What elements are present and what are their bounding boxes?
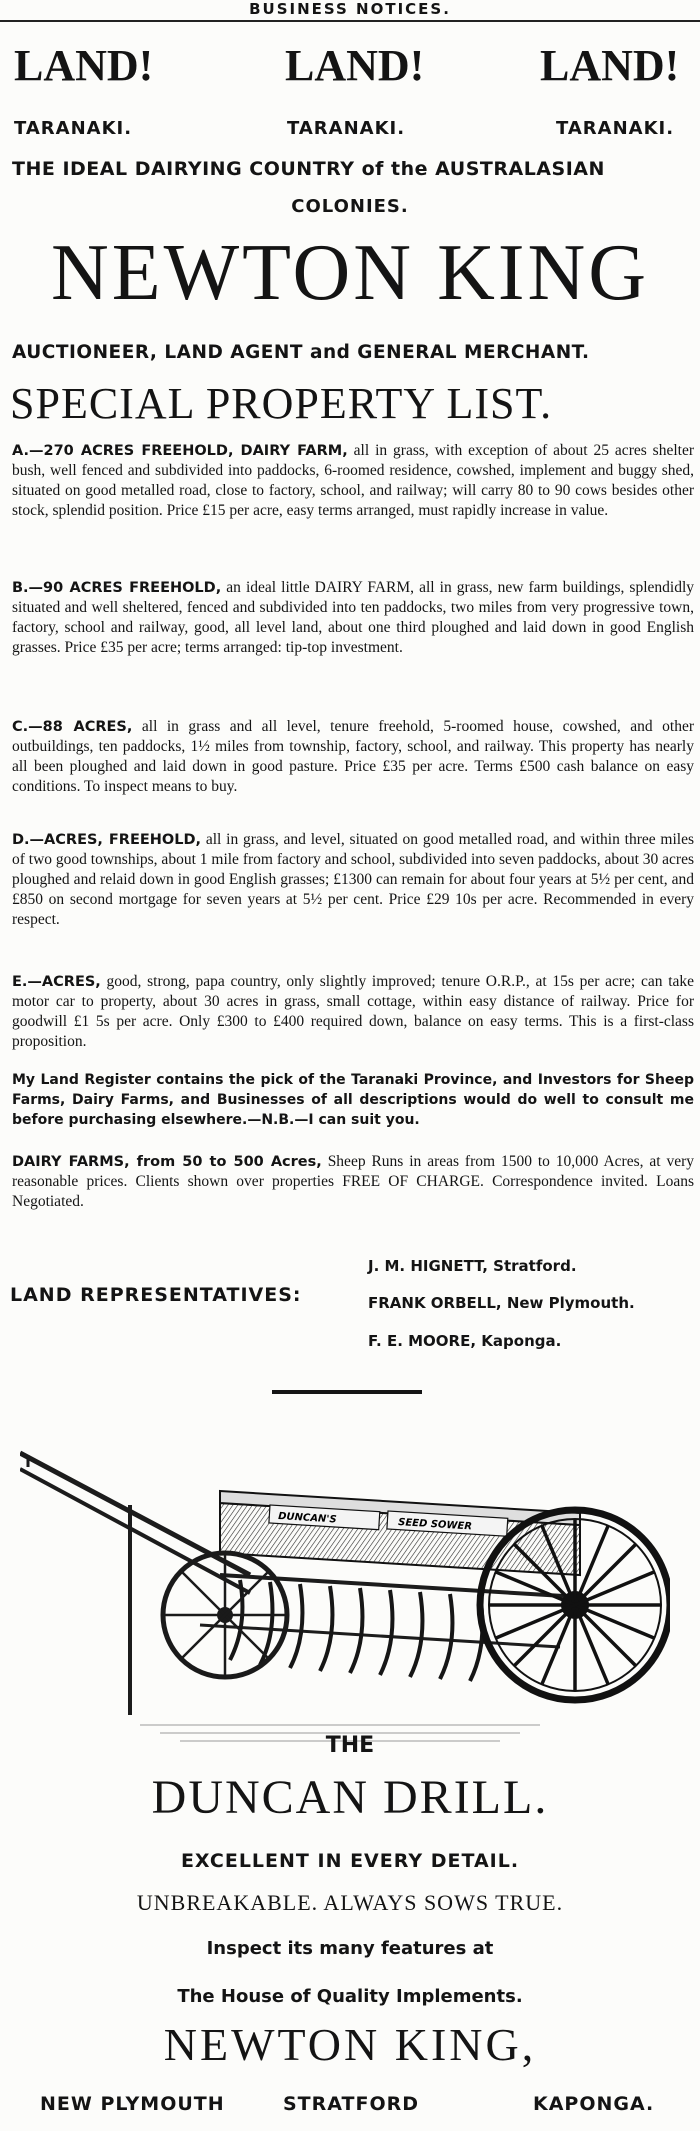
land-register-note: My Land Register contains the pick of the Taranaki Province, and Investors for Sheep Farms, Dairy Farms, and Businesses of all descriptions would do well to consult me before purchasing elsewhere.—N.B.—I can suit you. xyxy=(12,1072,694,1128)
drill-product-name: DUNCAN DRILL. xyxy=(151,1771,549,1824)
region-label-right: TARANAKI. xyxy=(556,118,675,139)
drill-inspect-text: Inspect its many features at xyxy=(206,1938,494,1959)
listing-d-body: all in grass, and level, situated on good metalled road, and within three miles of two good townships, about 1 mile from factory and school, subdivided into seven paddocks, about 30 acres ploughed and relaid down in good English grasses; £1300 can remain for about four years at 5½ per cent, and £850 on second mortgage for seven years at 5½ per cent. Price £29 10s per acre. Recommended in every respect. xyxy=(12,831,695,928)
dairy-farms-notice xyxy=(12,1152,694,1212)
listing-d-lead: D.—ACRES, FREEHOLD, xyxy=(12,832,202,848)
dairy-farms-lead: DAIRY FARMS, from 50 to 500 Acres, xyxy=(12,1154,322,1170)
region-label-left: TARANAKI. xyxy=(14,118,133,139)
land-banner-left: LAND! xyxy=(14,41,154,90)
listing-b-lead: B.—90 ACRES FREEHOLD, xyxy=(12,580,222,596)
drill-house-text: The House of Quality Implements. xyxy=(177,1986,523,2007)
drill-shaft-lower xyxy=(20,1469,250,1593)
company-name: NEWTON KING xyxy=(50,229,650,317)
drill-company-name: NEWTON KING, xyxy=(163,2019,537,2070)
drill-wheel-left xyxy=(163,1553,287,1677)
drill-the-label: THE xyxy=(325,1733,375,1758)
representatives-label: LAND REPRESENTATIVES: xyxy=(10,1284,302,1306)
listing-a-body: all in grass, with exception of about 25 acres shelter bush, well fenced and subdivided into paddocks, 6-roomed residence, cowshed, implement and buggy shed, situated on good metalled road, close to factory, school, and railway; will carry 80 to 90 cows besides other stock, splendid position. Price £15 per acre, easy terms arranged, must rapidly increase in value. xyxy=(12,442,694,519)
listing-b xyxy=(12,578,694,658)
drill-slogan-unbreakable: UNBREAKABLE. ALWAYS SOWS TRUE. xyxy=(136,1890,564,1915)
drill-slogan-excellent: EXCELLENT IN EVERY DETAIL. xyxy=(180,1850,520,1872)
location-new-plymouth: NEW PLYMOUTH xyxy=(40,2093,225,2115)
location-stratford: STRATFORD xyxy=(283,2093,419,2115)
listing-b-body: an ideal little DAIRY FARM, all in grass, new farm buildings, splendidly situated and well sheltered, fenced and subdivided into ten paddocks, two miles from very progressive town, factory, school and railway, good, all level land, about one third ploughed and laid down in good English grasses. Price £35 per acre; terms arranged: tip-top investment. xyxy=(12,579,695,656)
header-rule xyxy=(0,20,700,22)
location-kaponga: KAPONGA. xyxy=(533,2093,655,2115)
section-header: BUSINESS NOTICES. xyxy=(249,0,451,18)
drill-wheel-right xyxy=(480,1510,670,1700)
representative-moore: F. E. MOORE, Kaponga. xyxy=(368,1332,562,1350)
listing-c-body: all in grass and all level, tenure freehold, 5-roomed house, cowshed, and other outbuildings, ten paddocks, 1½ miles from township, factory, school, and railway. This property has nearly all been ploughed and laid down in good pasture. Price £35 per acre. Terms £500 cash balance on easy conditions. To inspect means to buy. xyxy=(12,718,694,795)
listing-d xyxy=(12,830,694,930)
special-property-title: SPECIAL PROPERTY LIST. xyxy=(10,379,553,428)
representative-hignett: J. M. HIGNETT, Stratford. xyxy=(368,1257,577,1275)
listing-e xyxy=(12,972,694,1052)
seed-drill-illustration xyxy=(20,1425,670,1765)
drill-shaft-upper xyxy=(20,1453,250,1575)
region-label-center: TARANAKI. xyxy=(287,118,406,139)
tagline-line2: COLONIES. xyxy=(291,196,409,217)
listing-a xyxy=(12,441,694,521)
listing-e-body: good, strong, papa country, only slightly improved; tenure O.R.P., at 15s per acre; can take motor car to property, about 30 acres in grass, small cottage, within easy distance of railway. Price for goodwill £1 5s per acre. Only £300 to £400 required down, balance on easy terms. This is a first-class proposition. xyxy=(12,973,695,1050)
dairy-farms-body: Sheep Runs in areas from 1500 to 10,000 Acres, at very reasonable prices. Clients shown over properties FREE OF CHARGE. Correspondence invited. Loans Negotiated. xyxy=(12,1153,695,1210)
land-banner-center: LAND! xyxy=(285,41,425,90)
machine-lettering-right: SEED SOWER xyxy=(397,1517,473,1533)
representative-orbell: FRANK ORBELL, New Plymouth. xyxy=(368,1294,635,1312)
section-divider xyxy=(272,1390,422,1394)
listing-e-lead: E.—ACRES, xyxy=(12,974,101,990)
machine-lettering-left: DUNCAN'S xyxy=(277,1511,337,1526)
listing-a-lead: A.—270 ACRES FREEHOLD, DAIRY FARM, xyxy=(12,443,348,459)
land-banner-right: LAND! xyxy=(540,41,680,90)
listing-c-lead: C.—88 ACRES, xyxy=(12,719,133,735)
tagline-line1: THE IDEAL DAIRYING COUNTRY of the AUSTRALASIAN xyxy=(12,158,605,180)
listing-c xyxy=(12,717,694,797)
company-roles: AUCTIONEER, LAND AGENT and GENERAL MERCHANT. xyxy=(12,342,590,363)
